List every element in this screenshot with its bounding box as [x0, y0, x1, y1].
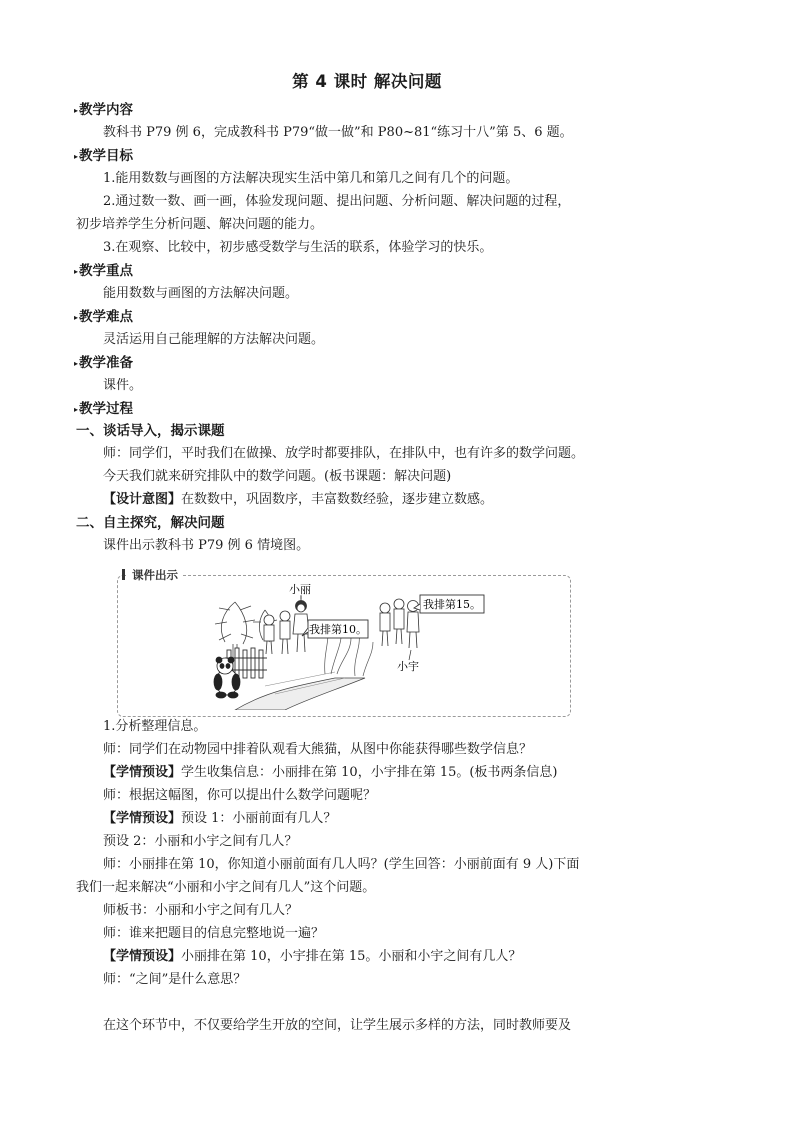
sec1-p1: 师：同学们，平时我们在做操、放学时都要排队，在排队中，也有许多的数学问题。 — [103, 446, 585, 461]
body-l1: 1.分析整理信息。 — [103, 719, 207, 734]
body-l13: 在这个环节中，不仅要给学生开放的空间，让学生展示多样的方法，同时教师要及 — [103, 1018, 572, 1033]
body-l12: 师：“之间”是什么意思？ — [103, 972, 247, 987]
courseware-tag: 课件出示 — [128, 567, 182, 583]
goal-3: 3.在观察、比较中，初步感受数学与生活的联系，体验学习的快乐。 — [103, 240, 493, 255]
prep-text: 课件。 — [103, 378, 143, 393]
triangle-bullet-icon: ▸ — [74, 106, 79, 115]
preset-tag: 【学情预设】 — [103, 811, 182, 826]
triangle-bullet-icon: ▸ — [74, 313, 79, 322]
body-l6: 预设 2：小丽和小宇之间有几人？ — [103, 834, 298, 849]
child-xiaoli — [293, 596, 309, 652]
triangle-bullet-icon: ▸ — [74, 152, 79, 161]
body-l10: 师：谁来把题目的信息完整地说一遍？ — [103, 926, 325, 941]
goal-2: 2.通过数一数、画一画，体验发现问题、提出问题、分析问题、解决问题的过程， — [103, 194, 571, 209]
heading-goals: ▸教学目标 — [74, 148, 134, 164]
label-xiaoli: 小丽 — [289, 583, 311, 596]
triangle-bullet-icon: ▸ — [74, 405, 79, 414]
heading-process: ▸教学过程 — [74, 401, 134, 417]
difficulty-text: 灵活运用自己能理解的方法解决问题。 — [103, 332, 325, 347]
sec1-design: 【设计意图】在数数中，巩固数序，丰富数数经验，逐步建立数感。 — [103, 492, 494, 507]
sec2-intro: 课件出示教科书 P79 例 6 情境图。 — [103, 538, 310, 553]
section-1-title: 一、谈话导入，揭示课题 — [76, 423, 225, 439]
sec1-p2: 今天我们就来研究排队中的数学问题。(板书课题：解决问题) — [103, 469, 452, 484]
bubble-15-text: 我排第15。 — [423, 598, 481, 611]
child-2 — [280, 611, 290, 654]
body-l11: 【学情预设】小丽排在第 10，小宇排在第 15。小丽和小宇之间有几人？ — [103, 949, 522, 964]
body-l2: 师：同学们在动物园中排着队观看大熊猫，从图中你能获得哪些数学信息？ — [103, 742, 533, 757]
speech-bubble-15 — [414, 595, 484, 613]
child-5 — [394, 599, 404, 644]
preset-tag: 【学情预设】 — [103, 765, 182, 780]
speech-bubble-10 — [302, 620, 368, 638]
body-l4: 师：根据这幅图，你可以提出什么数学问题呢？ — [103, 788, 377, 803]
triangle-bullet-icon: ▸ — [74, 359, 79, 368]
heading-prep: ▸教学准备 — [74, 355, 134, 371]
body-l9: 师板书：小丽和小宇之间有几人？ — [103, 903, 299, 918]
heading-key: ▸教学重点 — [74, 263, 134, 279]
heading-difficulty: ▸教学难点 — [74, 309, 134, 325]
child-4 — [380, 603, 390, 646]
key-text: 能用数数与画图的方法解决问题。 — [103, 286, 299, 301]
page-title: 第 4 课时 解决问题 — [292, 72, 442, 91]
goal-1: 1.能用数数与画图的方法解决现实生活中第几和第几之间有几个的问题。 — [103, 171, 519, 186]
preset-tag: 【学情预设】 — [103, 949, 182, 964]
body-l3: 【学情预设】学生收集信息：小丽排在第 10，小宇排在第 15。(板书两条信息) — [103, 765, 558, 780]
goal-2-cont: 初步培养学生分析问题、解决问题的能力。 — [76, 217, 324, 232]
bubble-10-text: 我排第10。 — [309, 623, 367, 636]
triangle-bullet-icon: ▸ — [74, 267, 79, 276]
body-l8: 我们一起来解决“小丽和小宇之间有几人”这个问题。 — [76, 880, 376, 895]
content-text: 教科书 P79 例 6，完成教科书 P79“做一做”和 P80~81“练习十八”第 5、6 题。 — [103, 125, 573, 140]
child-1 — [264, 615, 274, 654]
heading-content: ▸教学内容 — [74, 102, 134, 118]
queue-illustration — [205, 582, 505, 710]
label-xiaoyu: 小宇 — [397, 660, 419, 673]
section-2-title: 二、自主探究，解决问题 — [76, 515, 225, 531]
design-tag: 【设计意图】 — [103, 492, 182, 507]
body-l7: 师：小丽排在第 10，你知道小丽前面有几人吗？(学生回答：小丽前面有 9 人)下面 — [103, 857, 580, 872]
body-l5: 【学情预设】预设 1：小丽前面有几人？ — [103, 811, 337, 826]
